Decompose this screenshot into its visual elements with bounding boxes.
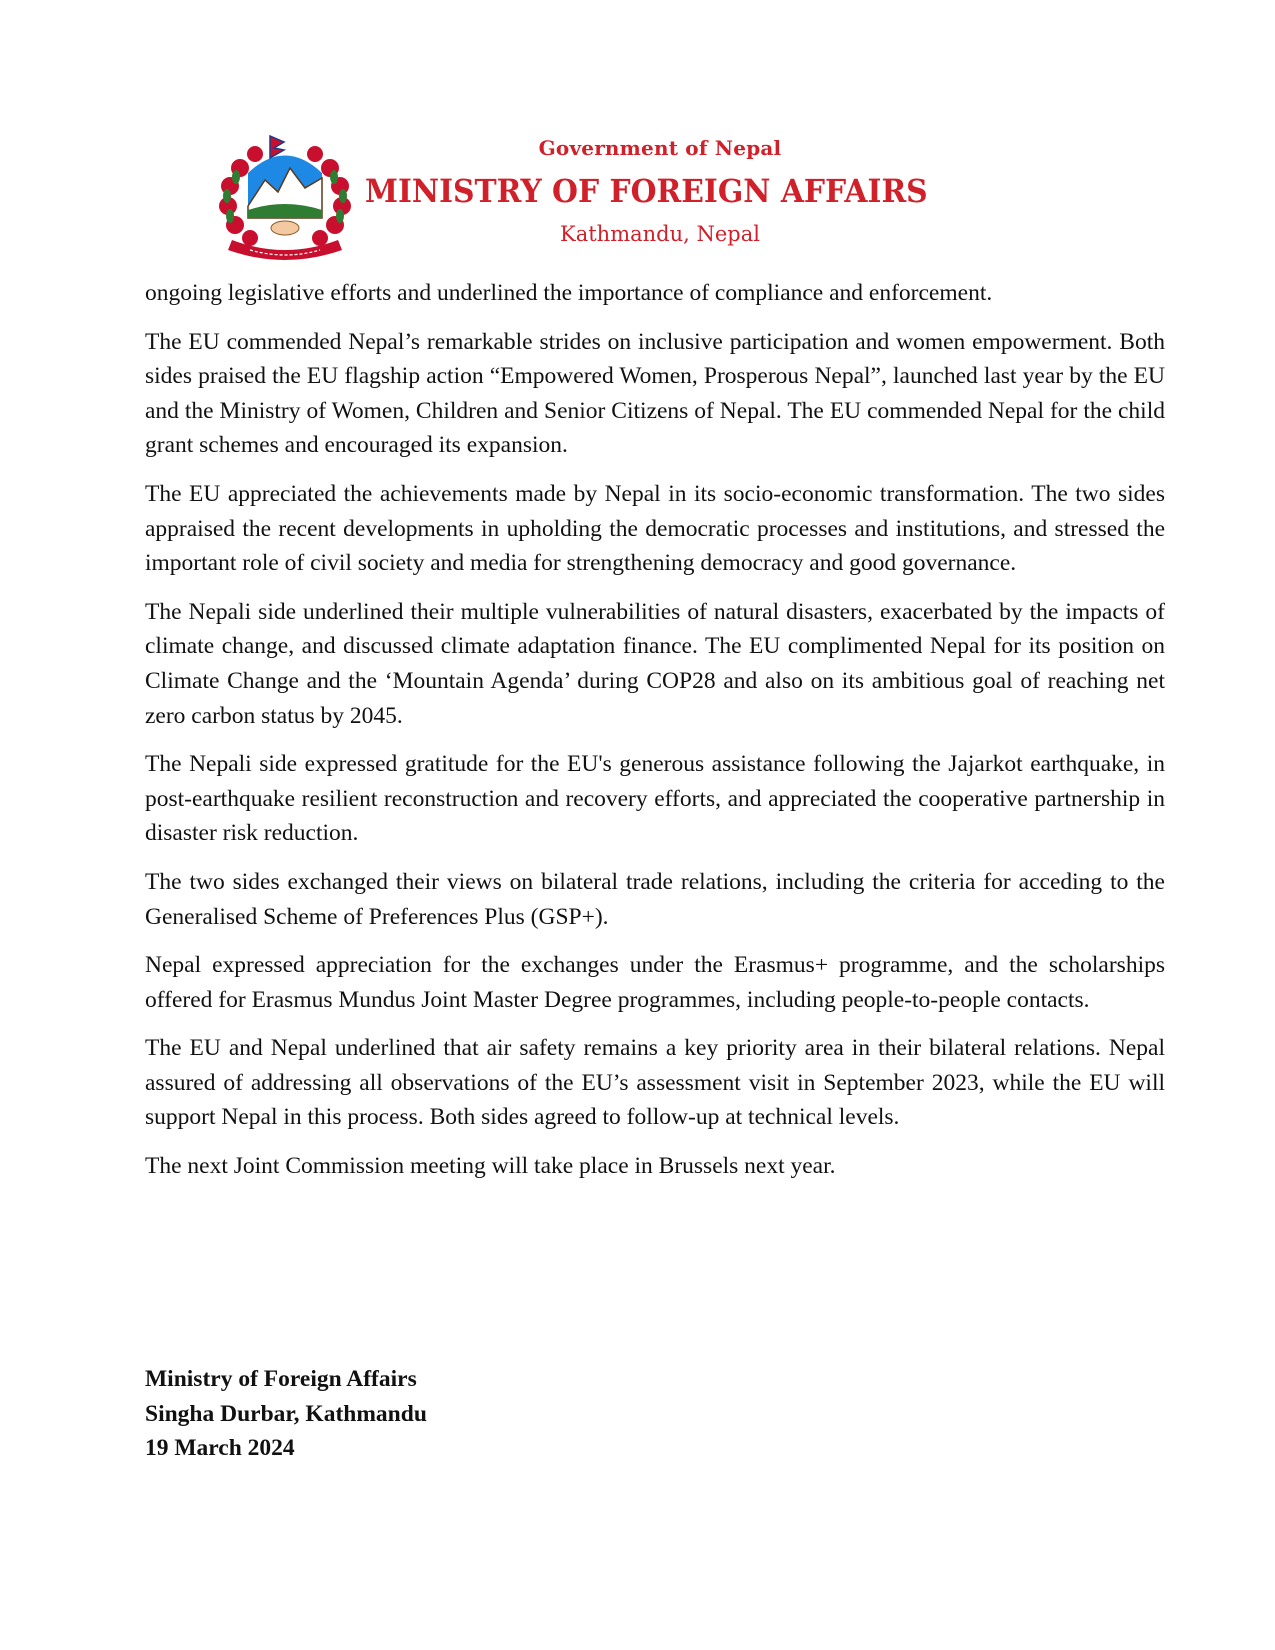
paragraph: The two sides exchanged their views on bilateral trade relations, including the criteria for acceding to the Generalised Scheme of Preferences Plus (GSP+). bbox=[145, 868, 1165, 930]
paragraph: The Nepali side underlined their multiple vulnerabilities of natural disasters, exacerbated by the impacts of climate change, and discussed climate adaptation finance. The EU complimented Nepal for its position on Climate Change and the ‘Mountain Agenda’ during COP28 and also on its ambitious goal of reaching net zero carbon status by 2045. bbox=[145, 598, 1165, 729]
paragraph: The EU and Nepal underlined that air safety remains a key priority area in their bilateral relations. Nepal assured of addressing all observations of the EU’s assessment visit in September 2023, while the EU will support Nepal in this process. Both sides agreed to follow-up at technical levels. bbox=[145, 1035, 1165, 1131]
signoff-block bbox=[145, 1362, 745, 1466]
document-body bbox=[145, 276, 1165, 1198]
city-heading: Kathmandu, Nepal bbox=[560, 222, 760, 246]
signoff-date: 19 March 2024 bbox=[145, 1435, 295, 1462]
signoff-ministry: Ministry of Foreign Affairs bbox=[145, 1366, 417, 1392]
paragraph: The next Joint Commission meeting will take place in Brussels next year. bbox=[145, 1153, 836, 1180]
paragraph: The EU commended Nepal’s remarkable strides on inclusive participation and women empowerment. Both sides praised the EU flagship action “Empowered Women, Prosperous Nepal”, launched last year by the EU and the Ministry of Women, Children and Senior Citizens of Nepal. The EU commended Nepal for the child grant schemes and encouraged its expansion. bbox=[145, 328, 1165, 459]
letterhead bbox=[0, 0, 1275, 270]
government-heading: Government of Nepal bbox=[538, 136, 782, 160]
paragraph: Nepal expressed appreciation for the exchanges under the Erasmus+ programme, and the scholarships offered for Erasmus Mundus Joint Master Degree programmes, including people-to-people contacts. bbox=[145, 952, 1165, 1013]
signoff-address: Singha Durbar, Kathmandu bbox=[145, 1400, 427, 1427]
paragraph: The EU appreciated the achievements made by Nepal in its socio-economic transformation. The two sides appraised the recent developments in upholding the democratic processes and institutions, and stressed the important role of civil society and media for strengthening democracy and good governance. bbox=[145, 480, 1165, 577]
paragraph: The Nepali side expressed gratitude for the EU's generous assistance following the Jajarkot earthquake, in post-earthquake resilient reconstruction and recovery efforts, and appreciated the cooperative partnership in disaster risk reduction. bbox=[145, 751, 1165, 847]
paragraph: ongoing legislative efforts and underlined the importance of compliance and enforcement. bbox=[145, 280, 993, 306]
ministry-heading: MINISTRY OF FOREIGN AFFAIRS bbox=[365, 172, 928, 210]
nepal-emblem-icon bbox=[210, 128, 360, 263]
